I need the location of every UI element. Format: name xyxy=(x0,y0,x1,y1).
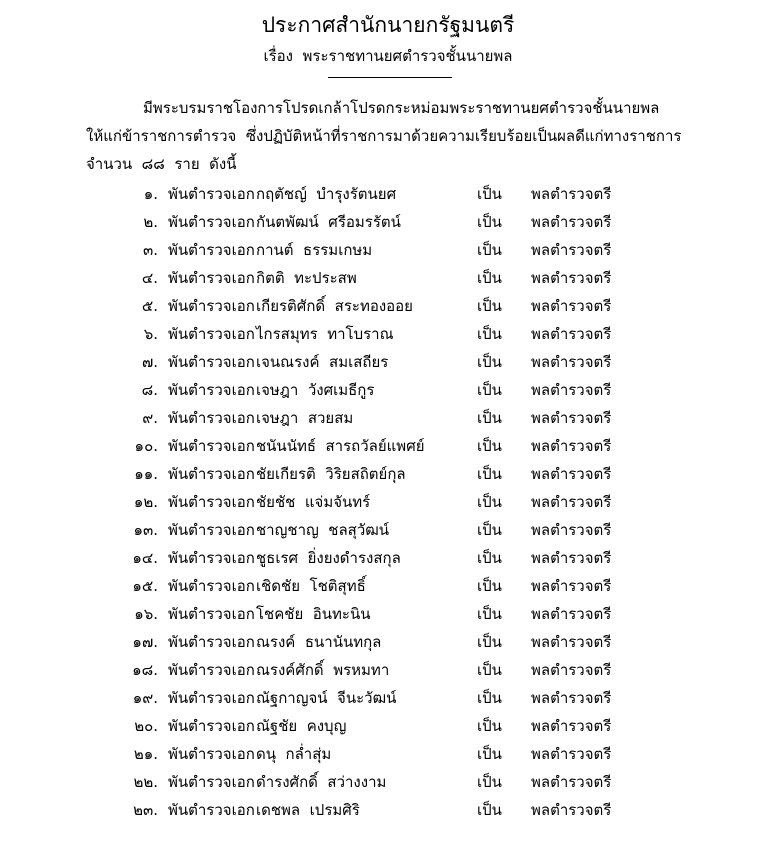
entry-number: ๓. xyxy=(142,241,158,259)
entry-name: ชูธเรศ ยิ่งยงดำรงสกุล xyxy=(256,549,401,567)
entry-new-rank: พลตำรวจตรี xyxy=(531,745,612,763)
entry-name: เจนณรงค์ สมเสถียร xyxy=(256,353,389,371)
entry-name: กานต์ ธรรมเกษม xyxy=(256,241,373,259)
intro-line-3: จำนวน ๘๘ ราย ดังนี้ xyxy=(86,155,237,173)
entry-new-rank: พลตำรวจตรี xyxy=(531,213,612,231)
entry-current-rank: พันตำรวจเอก xyxy=(168,409,255,427)
entry-name: กฤตัชญ์ บำรุงรัตนยศ xyxy=(256,185,397,203)
entry-be-word: เป็น xyxy=(477,745,502,763)
entry-new-rank: พลตำรวจตรี xyxy=(531,269,612,287)
list-item xyxy=(0,460,776,488)
entry-be-word: เป็น xyxy=(477,661,502,679)
entry-be-word: เป็น xyxy=(477,213,502,231)
list-item xyxy=(0,740,776,768)
entry-current-rank: พันตำรวจเอก xyxy=(168,689,255,707)
entry-name: ดำรงศักดิ์ สว่างงาม xyxy=(256,773,387,791)
entry-number: ๑๒. xyxy=(133,493,158,511)
list-item xyxy=(0,768,776,796)
entry-be-word: เป็น xyxy=(477,773,502,791)
entry-new-rank: พลตำรวจตรี xyxy=(531,773,612,791)
entry-current-rank: พันตำรวจเอก xyxy=(168,325,255,343)
entry-current-rank: พันตำรวจเอก xyxy=(168,493,255,511)
entry-be-word: เป็น xyxy=(477,689,502,707)
entry-name: ไกรสมุทร ทาโบราณ xyxy=(256,325,394,343)
entry-new-rank: พลตำรวจตรี xyxy=(531,325,612,343)
entry-number: ๒๑. xyxy=(133,745,158,763)
list-item xyxy=(0,264,776,292)
entry-current-rank: พันตำรวจเอก xyxy=(168,353,255,371)
entry-current-rank: พันตำรวจเอก xyxy=(168,549,255,567)
entry-number: ๙. xyxy=(142,409,158,427)
entry-new-rank: พลตำรวจตรี xyxy=(531,717,612,735)
entry-current-rank: พันตำรวจเอก xyxy=(168,773,255,791)
entry-name: เดชพล เปรมศิริ xyxy=(256,801,360,819)
entry-be-word: เป็น xyxy=(477,241,502,259)
entry-number: ๑๙. xyxy=(132,689,158,707)
intro-line-2: ให้แก่ข้าราชการตำรวจ ซึ่งปฏิบัติหน้าที่ราชการมาด้วยความเรียบร้อยเป็นผลดีแก่ทางราชการ xyxy=(86,127,682,145)
entry-current-rank: พันตำรวจเอก xyxy=(168,577,255,595)
list-item xyxy=(0,292,776,320)
entry-new-rank: พลตำรวจตรี xyxy=(531,409,612,427)
entry-be-word: เป็น xyxy=(477,549,502,567)
entry-current-rank: พันตำรวจเอก xyxy=(168,521,255,539)
entry-number: ๔. xyxy=(141,269,158,287)
entry-be-word: เป็น xyxy=(477,269,502,287)
entry-current-rank: พันตำรวจเอก xyxy=(168,633,255,651)
entry-be-word: เป็น xyxy=(477,297,502,315)
entry-new-rank: พลตำรวจตรี xyxy=(531,241,612,259)
entry-be-word: เป็น xyxy=(477,465,502,483)
entry-number: ๑. xyxy=(143,185,158,203)
entry-be-word: เป็น xyxy=(477,801,502,819)
entry-new-rank: พลตำรวจตรี xyxy=(531,437,612,455)
entry-number: ๑๑. xyxy=(134,465,158,483)
entry-number: ๕. xyxy=(141,297,158,315)
entry-be-word: เป็น xyxy=(477,381,502,399)
list-item xyxy=(0,208,776,236)
entry-be-word: เป็น xyxy=(477,493,502,511)
list-item xyxy=(0,432,776,460)
entry-name: ณัฐกาญจน์ จีนะวัฒน์ xyxy=(256,689,397,707)
entry-new-rank: พลตำรวจตรี xyxy=(531,577,612,595)
entry-current-rank: พันตำรวจเอก xyxy=(168,185,255,203)
entry-name: ดนุ กล่ำสุ่ม xyxy=(256,745,332,763)
entry-number: ๒๒. xyxy=(133,773,158,791)
entry-number: ๒๐. xyxy=(134,717,158,735)
list-item xyxy=(0,712,776,740)
entry-new-rank: พลตำรวจตรี xyxy=(531,549,612,567)
entry-new-rank: พลตำรวจตรี xyxy=(531,297,612,315)
entry-new-rank: พลตำรวจตรี xyxy=(531,465,612,483)
entry-number: ๑๕. xyxy=(132,577,158,595)
entry-new-rank: พลตำรวจตรี xyxy=(531,353,612,371)
entry-name: โชคชัย อินทะนิน xyxy=(256,605,371,623)
entry-be-word: เป็น xyxy=(477,605,502,623)
entry-current-rank: พันตำรวจเอก xyxy=(168,437,255,455)
entry-current-rank: พันตำรวจเอก xyxy=(168,213,255,231)
entry-be-word: เป็น xyxy=(477,185,502,203)
list-item xyxy=(0,628,776,656)
entry-number: ๖. xyxy=(143,325,158,343)
list-item xyxy=(0,544,776,572)
entry-name: กันตพัฒน์ ศรีอมรรัตน์ xyxy=(256,213,401,231)
entry-be-word: เป็น xyxy=(477,325,502,343)
entry-name: ณรงค์ศักดิ์ พรหมทา xyxy=(256,661,390,679)
entry-name: เชิดชัย โชติสุทธิ์ xyxy=(256,577,366,595)
entry-new-rank: พลตำรวจตรี xyxy=(531,493,612,511)
entry-current-rank: พันตำรวจเอก xyxy=(168,801,255,819)
document-title: ประกาศสำนักนายกรัฐมนตรี xyxy=(261,13,515,37)
list-item xyxy=(0,684,776,712)
list-item xyxy=(0,348,776,376)
entry-be-word: เป็น xyxy=(477,521,502,539)
entry-be-word: เป็น xyxy=(477,437,502,455)
entry-current-rank: พันตำรวจเอก xyxy=(168,465,255,483)
list-item xyxy=(0,796,776,824)
entry-number: ๑๖. xyxy=(134,605,158,623)
entry-name: ณรงค์ ธนานันทกุล xyxy=(256,633,382,651)
entry-current-rank: พันตำรวจเอก xyxy=(168,717,255,735)
entry-number: ๒๓. xyxy=(133,801,158,819)
list-item xyxy=(0,488,776,516)
entry-number: ๗. xyxy=(141,353,158,371)
entry-name: ชัยเกียรติ วิริยสถิตย์กุล xyxy=(256,465,406,483)
entry-new-rank: พลตำรวจตรี xyxy=(531,185,612,203)
list-item xyxy=(0,376,776,404)
entry-be-word: เป็น xyxy=(477,633,502,651)
entry-name: ณัฐชัย คงบุญ xyxy=(256,717,347,735)
list-item xyxy=(0,404,776,432)
entry-new-rank: พลตำรวจตรี xyxy=(531,689,612,707)
entry-number: ๑๗. xyxy=(132,633,158,651)
entry-current-rank: พันตำรวจเอก xyxy=(168,241,255,259)
list-item xyxy=(0,656,776,684)
entry-be-word: เป็น xyxy=(477,717,502,735)
entry-name: เจษฎา สวยสม xyxy=(256,409,354,427)
entry-number: ๒. xyxy=(143,213,158,231)
list-item xyxy=(0,572,776,600)
entry-name: ชาญชาญ ชลสุวัฒน์ xyxy=(256,521,390,539)
intro-line-1: มีพระบรมราชโองการโปรดเกล้าโปรดกระหม่อมพระราชทานยศตำรวจชั้นนายพล xyxy=(143,99,660,117)
entry-be-word: เป็น xyxy=(477,409,502,427)
list-item xyxy=(0,236,776,264)
entry-number: ๑๘. xyxy=(132,661,158,679)
entry-new-rank: พลตำรวจตรี xyxy=(531,605,612,623)
list-item xyxy=(0,180,776,208)
title-divider xyxy=(328,77,452,78)
list-item xyxy=(0,516,776,544)
promotion-list xyxy=(0,180,776,824)
entry-name: ชนันนัทธ์ สารถวัลย์แพศย์ xyxy=(256,437,425,455)
entry-be-word: เป็น xyxy=(477,577,502,595)
entry-be-word: เป็น xyxy=(477,353,502,371)
entry-number: ๑๔. xyxy=(132,549,158,567)
entry-new-rank: พลตำรวจตรี xyxy=(531,661,612,679)
entry-new-rank: พลตำรวจตรี xyxy=(531,381,612,399)
document-subject: เรื่อง พระราชทานยศตำรวจชั้นนายพล xyxy=(263,47,513,65)
entry-current-rank: พันตำรวจเอก xyxy=(168,605,255,623)
entry-number: ๘. xyxy=(141,381,158,399)
list-item xyxy=(0,600,776,628)
entry-new-rank: พลตำรวจตรี xyxy=(531,801,612,819)
entry-current-rank: พันตำรวจเอก xyxy=(168,297,255,315)
entry-name: ชัยชัช แจ่มจันทร์ xyxy=(256,493,371,511)
entry-current-rank: พันตำรวจเอก xyxy=(168,745,255,763)
entry-name: เกียรติศักดิ์ สระทองออย xyxy=(256,297,413,315)
entry-current-rank: พันตำรวจเอก xyxy=(168,661,255,679)
entry-name: กิตติ ทะประสพ xyxy=(256,269,357,287)
entry-current-rank: พันตำรวจเอก xyxy=(168,269,255,287)
entry-number: ๑๓. xyxy=(133,521,158,539)
entry-name: เจษฎา วังศเมธีกูร xyxy=(256,381,375,399)
entry-current-rank: พันตำรวจเอก xyxy=(168,381,255,399)
entry-number: ๑๐. xyxy=(134,437,158,455)
entry-new-rank: พลตำรวจตรี xyxy=(531,521,612,539)
list-item xyxy=(0,320,776,348)
entry-new-rank: พลตำรวจตรี xyxy=(531,633,612,651)
